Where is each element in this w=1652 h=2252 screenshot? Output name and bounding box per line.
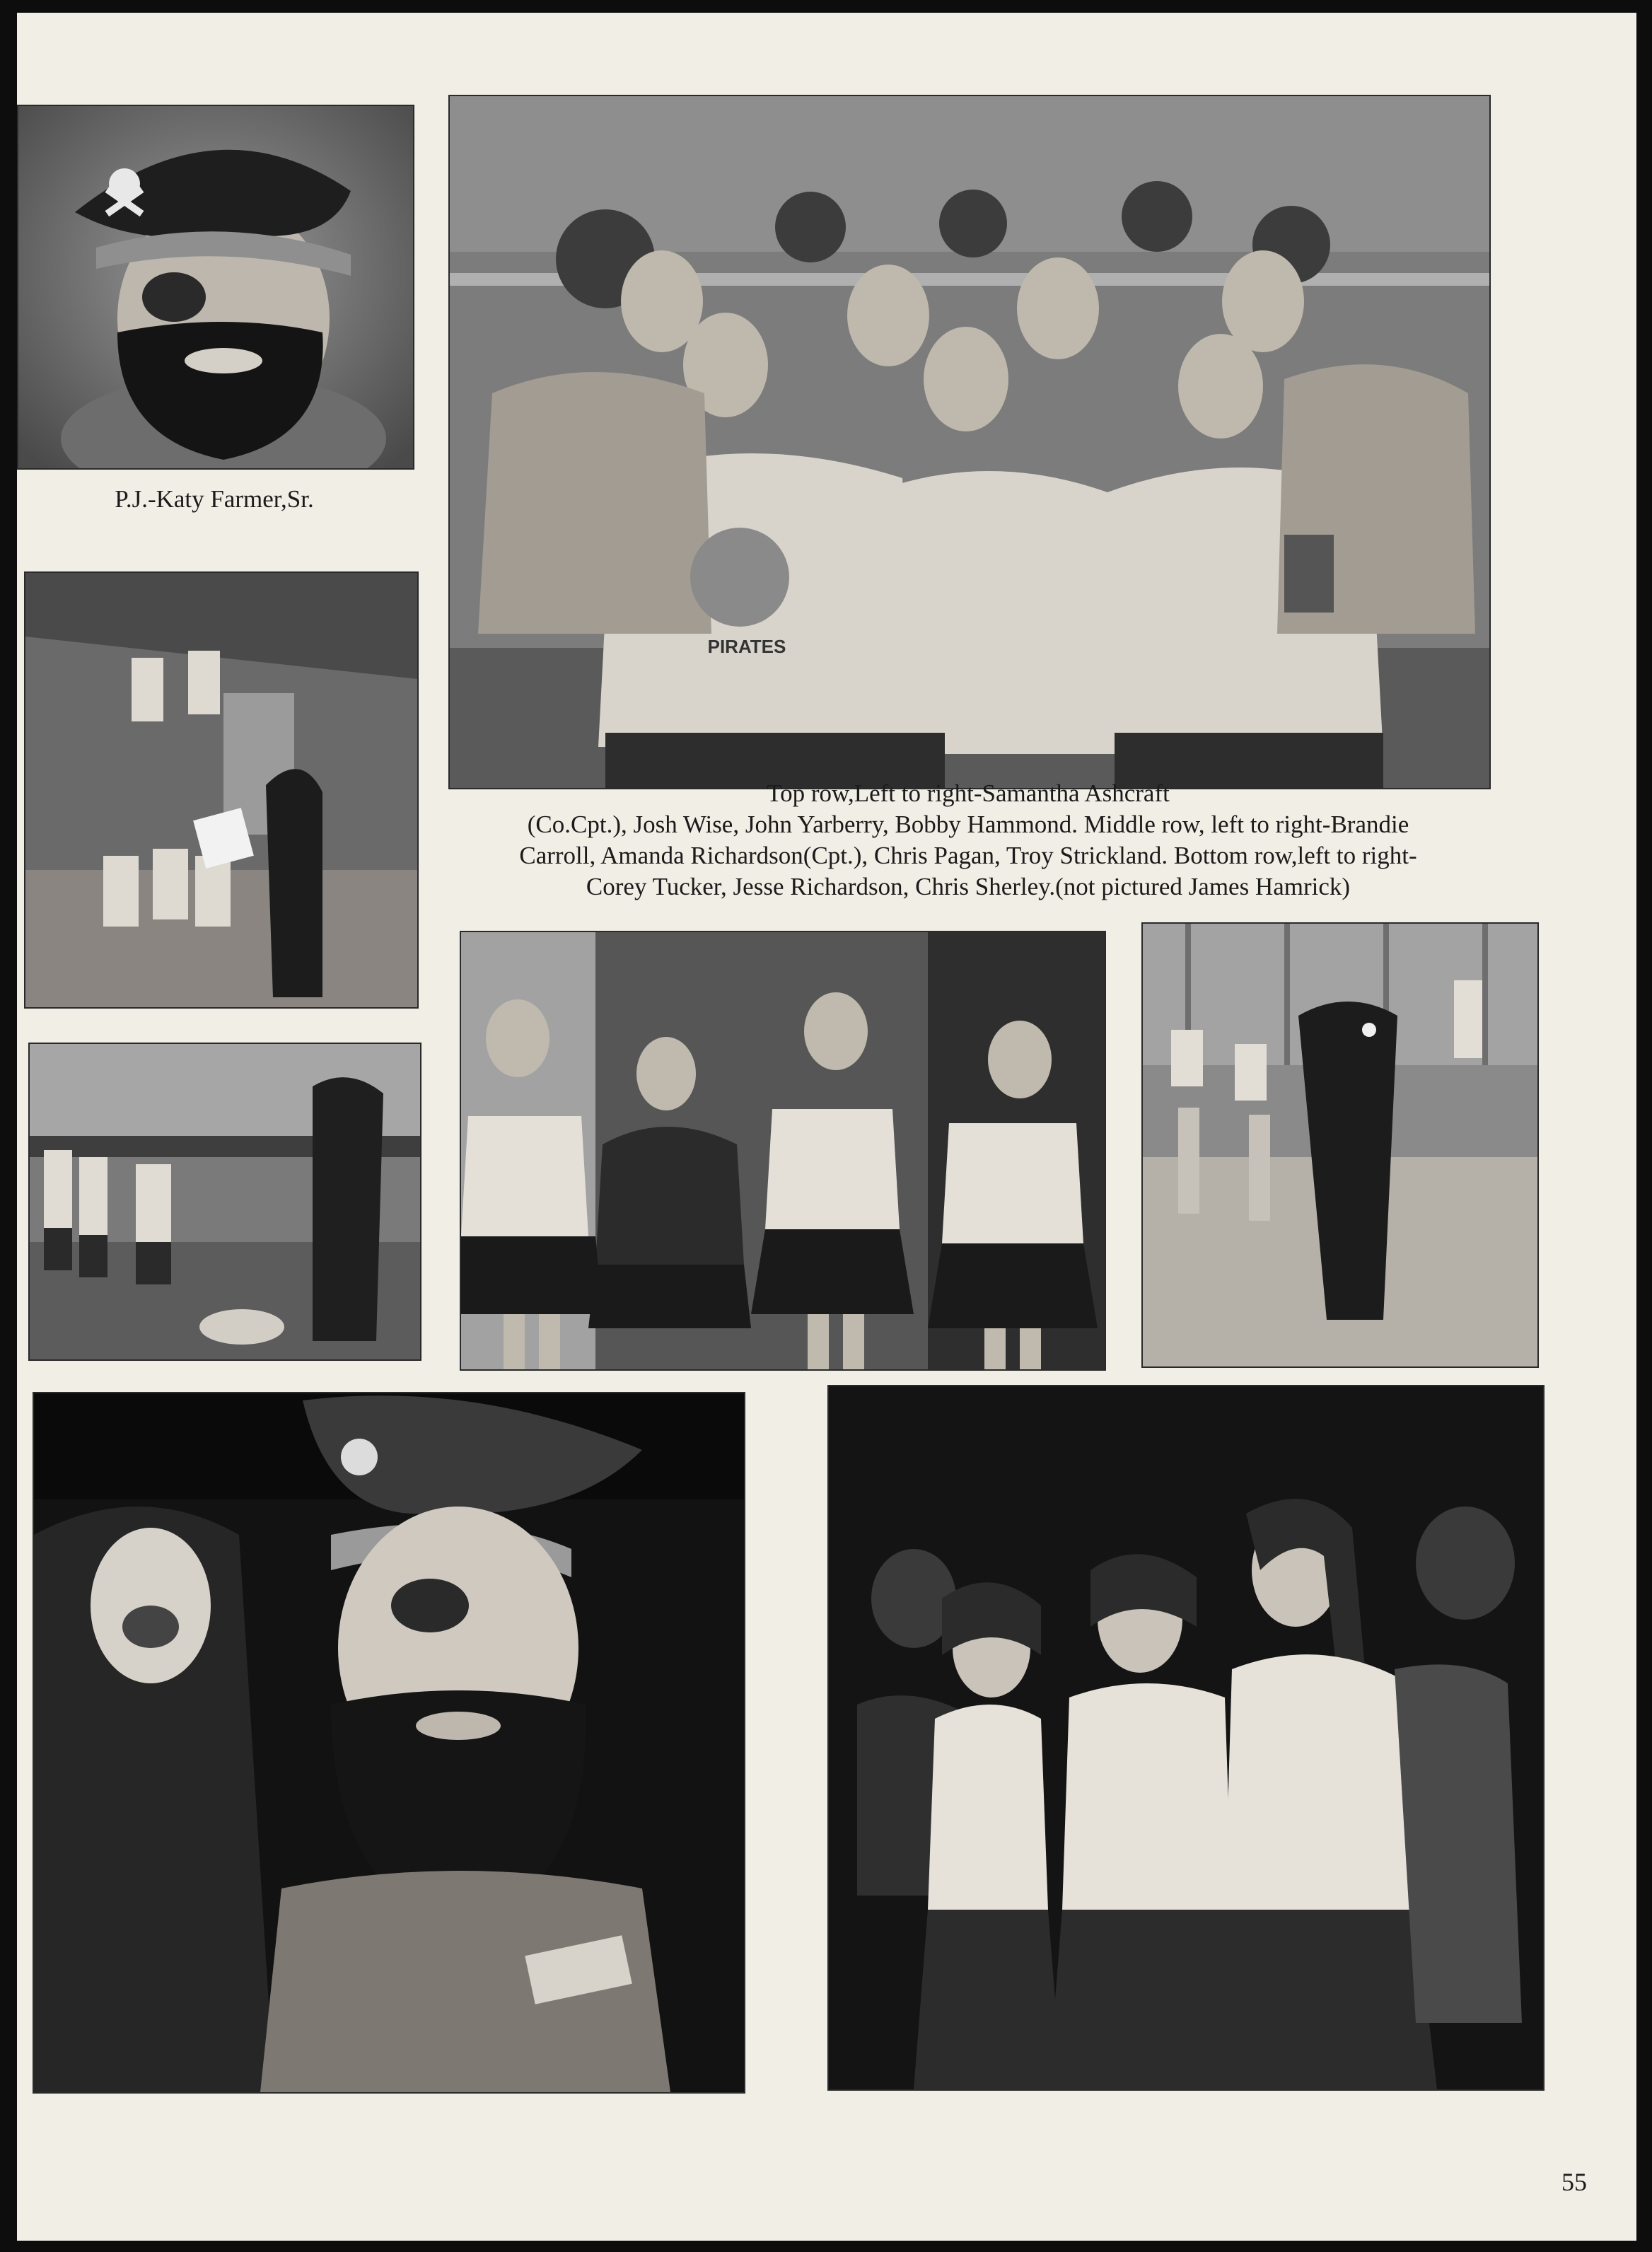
yearbook-page <box>17 13 1636 2241</box>
caption-mascot-portrait <box>17 484 412 515</box>
page-number: 55 <box>1561 2168 1587 2196</box>
photo-cheer-clapping <box>460 931 1106 1371</box>
photo-mascot-portrait <box>17 105 414 470</box>
caption-group-line-4: Corey Tucker, Jesse Richardson, Chris Sherley.(not pictured James Hamrick) <box>586 873 1351 900</box>
photo-cheer-night <box>827 1385 1545 2091</box>
caption-group-photo <box>448 778 1488 902</box>
photo-cheer-pyramid <box>24 571 419 1009</box>
caption-group-line-3: Carroll, Amanda Richardson(Cpt.), Chris Pagan, Troy Strickland. Bottom row,left to right- <box>519 842 1417 869</box>
caption-group-line-1: Top row,Left to right-Samantha Ashcraft <box>767 779 1170 807</box>
photo-group <box>448 95 1491 789</box>
caption-mascot-portrait-text: P.J.-Katy Farmer,Sr. <box>115 485 314 513</box>
caption-group-line-2: (Co.Cpt.), Josh Wise, John Yarberry, Bobby Hammond. Middle row, left to right-Brandie <box>527 811 1409 838</box>
photo-outdoor-cheer <box>28 1043 421 1361</box>
photo-mascot-gym <box>1141 922 1539 1368</box>
photo-mascots-closeup <box>33 1392 745 2094</box>
shirt-pirates-text: PIRATES <box>707 636 786 657</box>
